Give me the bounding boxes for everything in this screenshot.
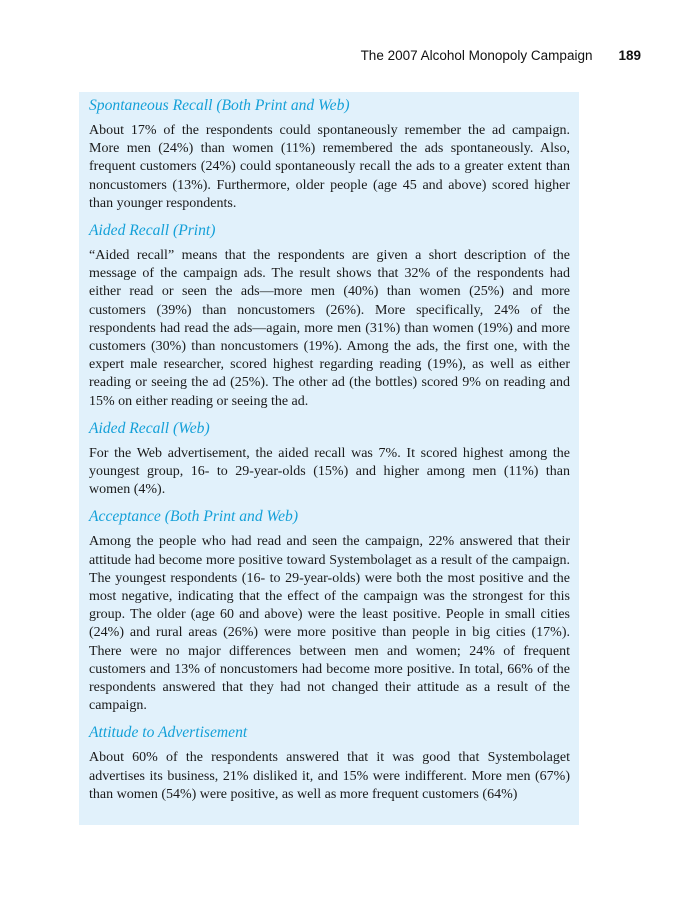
sidebar-box	[79, 92, 579, 825]
section-heading: Aided Recall (Web)	[89, 419, 210, 437]
section-body: “Aided recall” means that the respondents are given a short description of the message of the campaign ads. The result shows that 32% of the respondents had either read or seen the ads—more men (40%) than women (25%) and more customers (39%) than noncustomers (26%). More specifically, 24% of the respondents had read the ads—again, more men (31%) than women (19%) and more customers (30%) than noncustomers (19%). Among the ads, the first one, with the expert male researcher, scored highest regarding reading (19%), as well as either reading or seeing the ad (25%). The other ad (the bottles) scored 9% on reading and 15% on either reading or seeing the ad.	[89, 248, 570, 409]
section-attitude-to-advertisement	[89, 723, 570, 804]
running-header	[361, 48, 641, 63]
section-body: Among the people who had read and seen the campaign, 22% answered that their attitude had become more positive toward Systembolaget as a result of the campaign. The youngest respondents (16- to 29-year-olds) were both the most positive and the most negative, indicating that the effect of the campaign was the strongest for this group. The older (age 60 and above) were the least positive. People in small cities (24%) and rural areas (26%) were more positive than people in big cities (17%). There were no major differences between men and women; 24% of frequent customers and 13% of noncustomers had become more positive. In total, 66% of the respondents answered that they had not changed their attitude as a result of the campaign.	[89, 534, 570, 714]
section-aided-recall-web	[89, 419, 570, 500]
running-title: The 2007 Alcohol Monopoly Campaign	[360, 48, 593, 63]
section-heading: Spontaneous Recall (Both Print and Web)	[89, 97, 350, 114]
section-acceptance	[89, 507, 570, 715]
section-body: About 60% of the respondents answered that it was good that Systembolaget advertises its business, 21% disliked it, and 15% were indifferent. More men (67%) than women (54%) were positive, as well as more frequent customers (64%)	[89, 750, 570, 802]
section-heading: Acceptance (Both Print and Web)	[89, 508, 299, 526]
section-spontaneous-recall	[89, 96, 570, 213]
section-aided-recall-print	[89, 221, 570, 411]
page-number: 189	[618, 48, 641, 63]
section-body: About 17% of the respondents could spontaneously remember the ad campaign. More men (24%) than women (11%) remembered the ads spontaneously. Also, frequent customers (24%) could spontaneously recall the ads to a greater extent than noncustomers (13%). Furthermore, older people (age 45 and above) scored higher than younger respondents.	[89, 123, 570, 211]
section-body: For the Web advertisement, the aided recall was 7%. It scored highest among the youngest group, 16- to 29-year-olds (15%) and higher among men (11%) than women (4%).	[89, 445, 570, 498]
section-heading: Attitude to Advertisement	[89, 724, 248, 742]
section-heading: Aided Recall (Print)	[89, 222, 216, 240]
